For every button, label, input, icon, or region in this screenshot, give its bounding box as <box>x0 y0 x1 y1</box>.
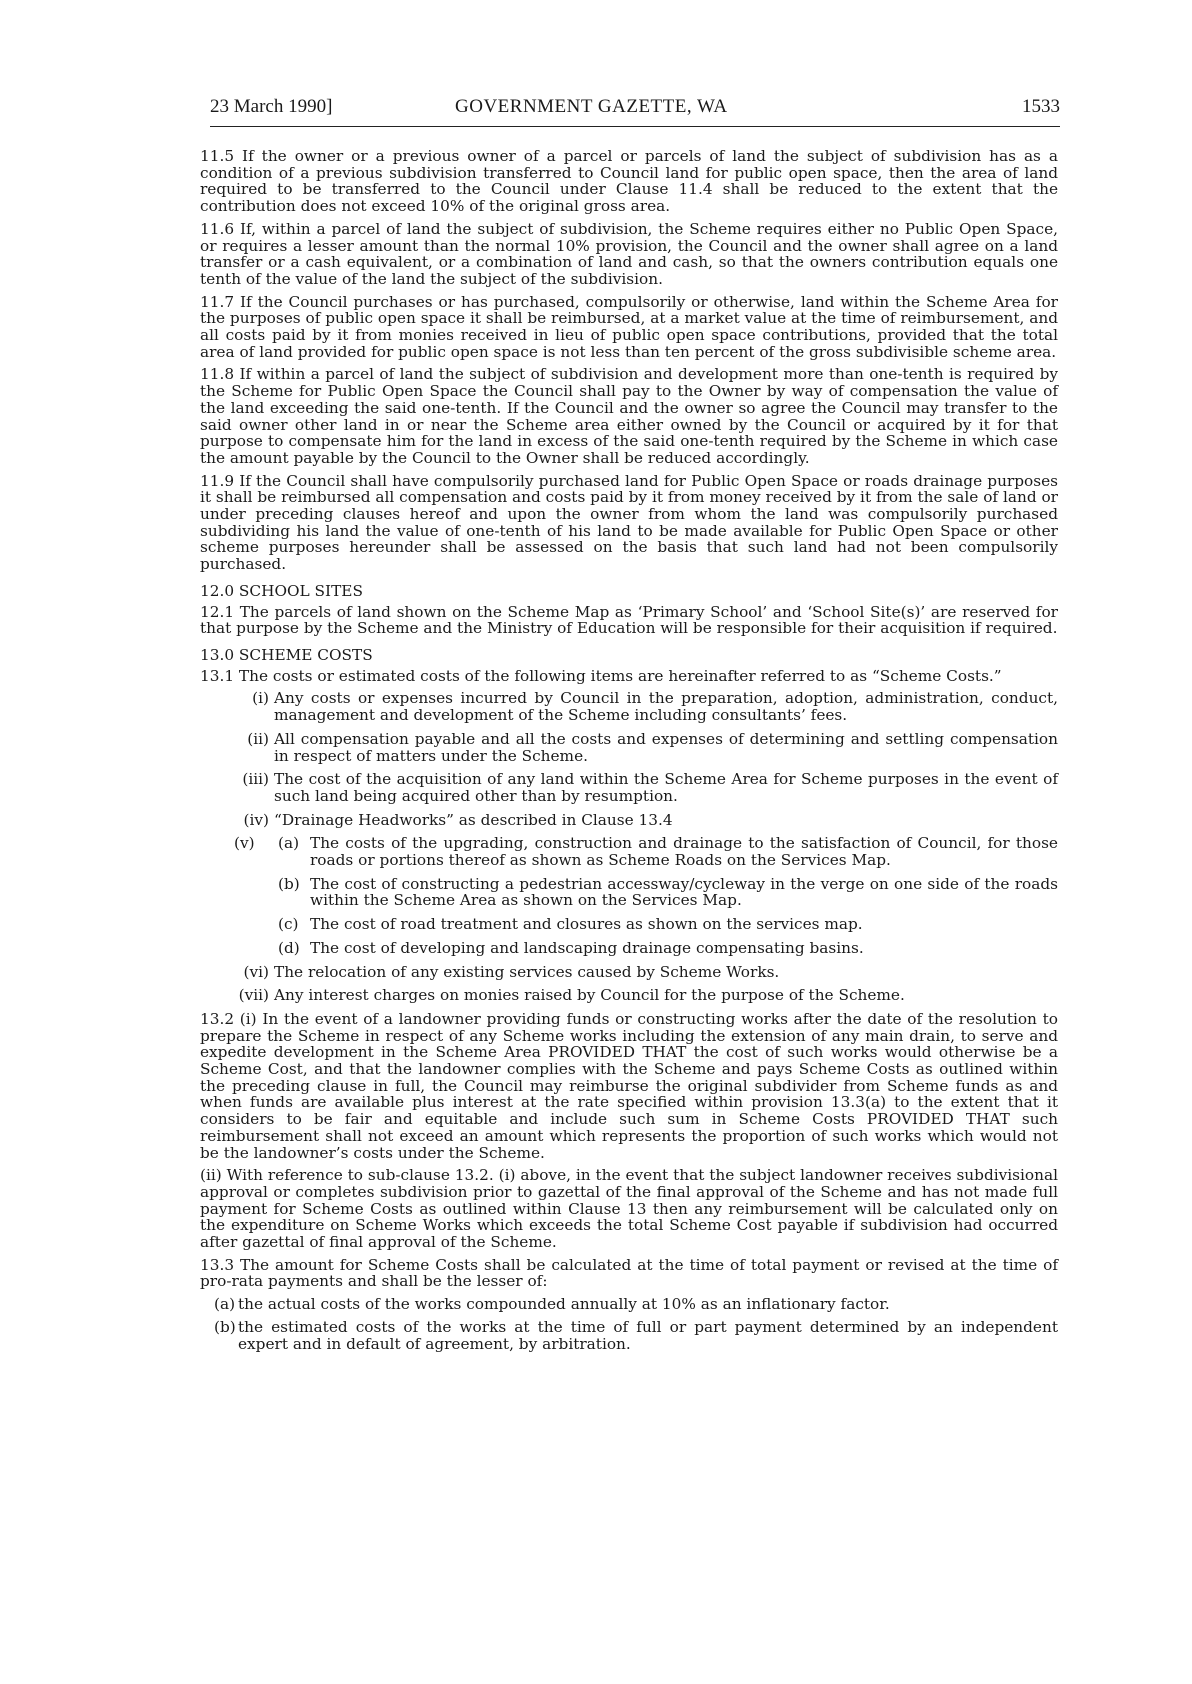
sub-item-label: (c) <box>278 915 299 934</box>
section-heading-13: 13.0 SCHEME COSTS <box>200 645 373 664</box>
section-heading-12: 12.0 SCHOOL SITES <box>200 581 363 600</box>
list-item <box>200 771 1058 804</box>
sub-item-text: The costs of the upgrading, construction and drainage to the satisfaction of Council, for those roads or portions thereof as shown as Scheme Roads on the Services Map. <box>310 834 1058 870</box>
list-item-label: (i) <box>252 689 269 708</box>
list-item-text: The cost of the acquisition of any land within the Scheme Area for Scheme purposes in the event of such land being acquired other than by resumption. <box>274 770 1058 805</box>
sub-item-label: (b) <box>278 874 300 893</box>
list-item-label: (a) <box>214 1295 236 1314</box>
list-item-text: the actual costs of the works compounded annually at 10% as an inflationary factor. <box>238 1295 890 1314</box>
list-item-text: Any interest charges on monies raised by Council for the purpose of the Scheme. <box>274 986 905 1005</box>
header-title: GOVERNMENT GAZETTE, WA <box>455 96 728 117</box>
sub-list-item <box>200 916 1058 933</box>
page-header <box>210 96 1060 127</box>
header-page-number: 1533 <box>1022 96 1060 117</box>
list-item <box>200 987 1058 1004</box>
sub-item-text: The cost of developing and landscaping drainage compensating basins. <box>310 938 864 957</box>
clause-11-8: 11.8 If within a parcel of land the subject of subdivision and development more than one-tenth is required by the Scheme for Public Open Space the Council shall pay to the Owner by way of compensation the value of the land exceeding the said one-tenth. If the Council and the owner so agree the Council may transfer to the said owner other land in or near the Scheme area either owned by the Council or acquired by it for that purpose to compensate him for the land in excess of the said one-tenth required by the Scheme in which case the amount payable by the Council to the Owner shall be reduced accordingly. <box>200 365 1058 467</box>
list-item-label: (vii) <box>238 986 269 1005</box>
header-date: 23 March 1990] <box>210 96 333 117</box>
list-item-label: (v) <box>234 834 255 853</box>
list-item-label: (iii) <box>242 770 269 789</box>
list-item <box>200 1319 1058 1352</box>
clause-13-3: 13.3 The amount for Scheme Costs shall be calculated at the time of total payment or revised at the time of pro-rata payments and shall be the lesser of: <box>200 1255 1058 1291</box>
clause-13-2-ii: (ii) With reference to sub-clause 13.2. (i) above, in the event that the subject landowner receives subdivisional approval or completes subdivision prior to gazettal of the final approval of the Scheme and has not made full payment for Scheme Costs as outlined within Clause 13 then any reimbursement will be calculated only on the expenditure on Scheme Works which exceeds the total Scheme Cost payable if subdivision had occurred after gazettal of final approval of the Scheme. <box>200 1166 1058 1252</box>
list-item-text: The relocation of any existing services caused by Scheme Works. <box>274 962 780 981</box>
list-item-text: Any costs or expenses incurred by Council in the preparation, adoption, administration, conduct, management and development of the Scheme including consultants’ fees. <box>274 689 1058 725</box>
list-item-label: (iv) <box>243 810 269 829</box>
sub-list-item <box>200 876 1058 909</box>
list-item-text: “Drainage Headworks” as described in Clause 13.4 <box>274 810 673 829</box>
clause-12-1: 12.1 The parcels of land shown on the Scheme Map as ‘Primary School’ and ‘School Site(s)’ are reserved for that purpose by the Scheme and the Ministry of Education will be responsible for their acquisition if required. <box>200 602 1058 638</box>
list-item <box>200 1296 1058 1313</box>
sub-list-item <box>200 940 1058 957</box>
clause-13-2-i: 13.2 (i) In the event of a landowner providing funds or constructing works after the date of the resolution to prepare the Scheme in respect of any Scheme works including the extension of any main drain, to serve and expedite development in the Scheme Area PROVIDED THAT the cost of such works would otherwise be a Scheme Cost, and that the landowner complies with the Scheme and pays Scheme Costs as outlined within the preceding clause in full, the Council may reimburse the original subdivider from Scheme funds as and when funds are available plus interest at the rate specified within provision 13.3(a) to the extent that it considers to be fair and equitable and include such sum in Scheme Costs PROVIDED THAT such reimbursement shall not exceed an amount which represents the proportion of such works which would not be the landowner’s costs under the Scheme. <box>200 1009 1058 1162</box>
clause-13-1: 13.1 The costs or estimated costs of the following items are hereinafter referred to as “Scheme Costs.” <box>200 666 1002 685</box>
list-item-label: (ii) <box>247 729 269 748</box>
list-item-label: (b) <box>214 1317 236 1336</box>
list-item <box>200 812 1058 829</box>
clause-11-6: 11.6 If, within a parcel of land the subject of subdivision, the Scheme requires either no Public Open Space, or requires a lesser amount than the normal 10% provision, the Council and the owner shall agree on a land transfer or a cash equivalent, or a combination of land and cash, so that the owners contribution equals one tenth of the value of the land the subject of the subdivision. <box>200 219 1058 288</box>
list-item <box>200 964 1058 981</box>
sub-item-text: The cost of constructing a pedestrian accessway/cycleway in the verge on one side of the roads within the Scheme Area as shown on the Services Map. <box>310 874 1058 910</box>
sub-item-label: (a) <box>278 834 300 853</box>
clause-11-7: 11.7 If the Council purchases or has purchased, compulsorily or otherwise, land within the Scheme Area for the purposes of public open space it shall be reimbursed, at a market value at the time of reimbursement, and all costs paid by it from monies received in lieu of public open space contributions, provided that the total area of land provided for public open space is not less than ten percent of the gross subdivisible scheme area. <box>200 292 1058 361</box>
clause-11-5: 11.5 If the owner or a previous owner of a parcel or parcels of land the subject of subdivision has as a condition of a previous subdivision transferred to Council land for public open space, then the area of land required to be transferred to the Council under Clause 11.4 shall be reduced to the extent that the contribution does not exceed 10% of the original gross area. <box>200 147 1058 216</box>
sub-item-text: The cost of road treatment and closures as shown on the services map. <box>310 915 863 934</box>
sub-item-label: (d) <box>278 938 300 957</box>
list-item-text: All compensation payable and all the costs and expenses of determining and settling compensation in respect of matters under the Scheme. <box>274 729 1058 765</box>
list-item <box>200 731 1058 764</box>
sub-list-item <box>200 835 1058 868</box>
list-item <box>200 690 1058 723</box>
list-item-text: the estimated costs of the works at the time of full or part payment determined by an independent expert and in default of agreement, by arbitration. <box>238 1317 1058 1353</box>
document-body <box>200 148 1058 1358</box>
list-item-label: (vi) <box>243 962 269 981</box>
clause-11-9: 11.9 If the Council shall have compulsorily purchased land for Public Open Space or roads drainage purposes it shall be reimbursed all compensation and costs paid by it from money received by it from the sale of land or under preceding clauses hereof and upon the owner from whom the land was compulsorily purchased subdividing his land the value of one-tenth of his land to be made available for Public Open Space or other scheme purposes hereunder shall be assessed on the basis that such land had not been compulsorily purchased. <box>200 471 1058 574</box>
